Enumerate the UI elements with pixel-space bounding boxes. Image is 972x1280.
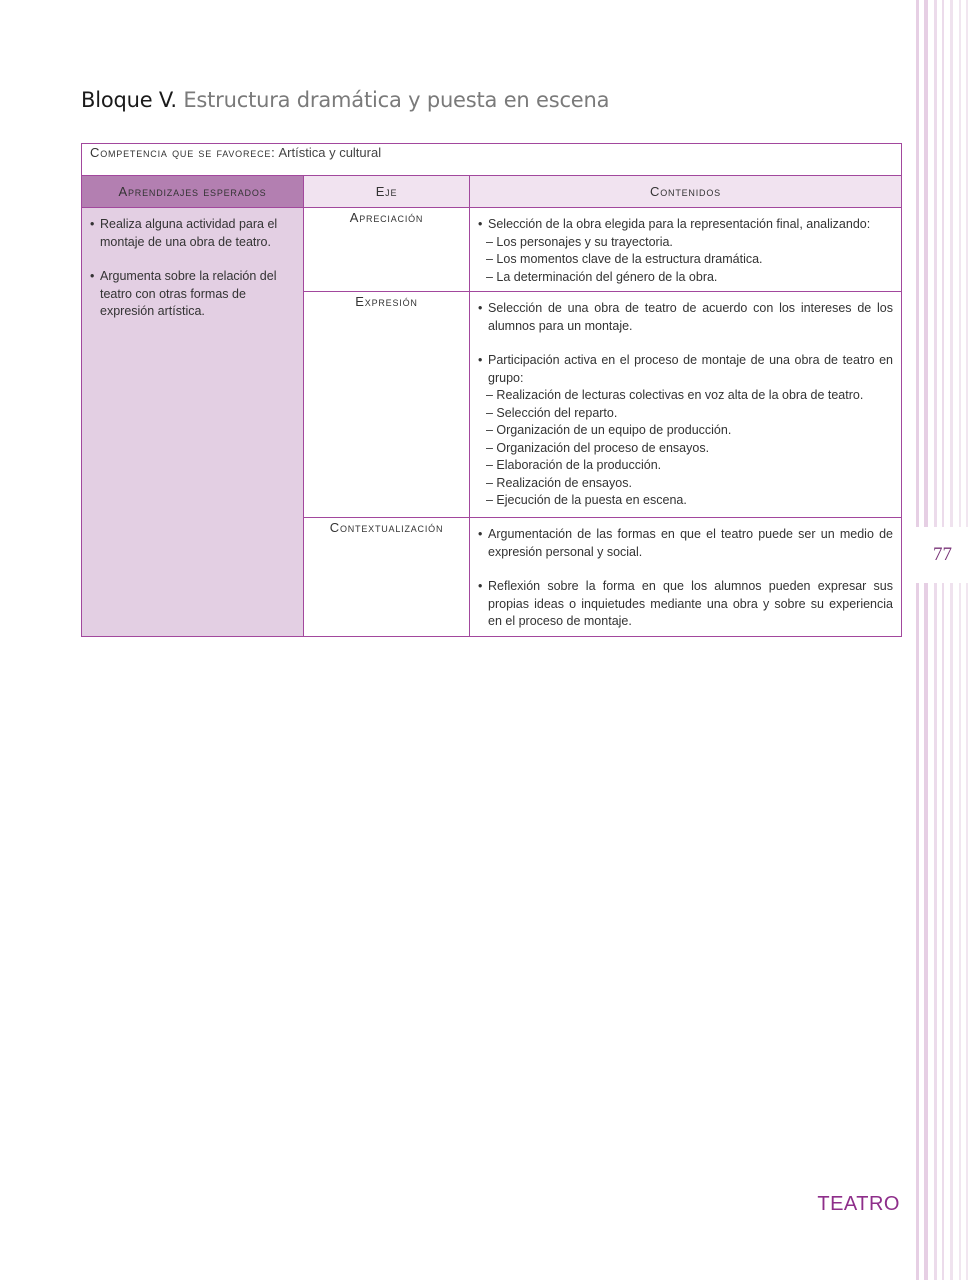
content-subitem: – Organización de un equipo de producción. bbox=[486, 423, 732, 437]
competencia-row bbox=[82, 144, 902, 176]
page-title bbox=[81, 88, 609, 112]
content-item: • Participación activa en el proceso de montaje de una obra de teatro en grupo: bbox=[478, 352, 893, 387]
competencia-label: Competencia que se favorece: bbox=[90, 145, 276, 160]
content-subitem: – Los momentos clave de la estructura dramática. bbox=[486, 252, 763, 266]
page-number: 77 bbox=[933, 544, 952, 565]
content-subitem: – Los personajes y su trayectoria. bbox=[486, 234, 673, 249]
content-subitem: – Elaboración de la producción. bbox=[486, 458, 662, 472]
curriculum-table bbox=[81, 143, 902, 637]
block-title: Estructura dramática y puesta en escena bbox=[183, 88, 610, 112]
header-contenidos: Contenidos bbox=[470, 176, 902, 208]
bullet-icon: • bbox=[478, 527, 483, 541]
content-item: • Argumentación de las formas en que el teatro puede ser un medio de expresión personal y social. bbox=[478, 526, 893, 561]
page-number-box bbox=[910, 527, 972, 583]
content-item: • Selección de una obra de teatro de acuerdo con los intereses de los alumnos para un montaje. bbox=[478, 300, 893, 335]
bullet-icon: • bbox=[478, 353, 483, 367]
stripe bbox=[942, 0, 944, 1280]
bullet-icon: • bbox=[478, 301, 483, 315]
stripe bbox=[959, 0, 961, 1280]
content-subitem: – Realización de lecturas colectivas en voz alta de la obra de teatro. bbox=[486, 388, 864, 402]
stripe bbox=[966, 0, 968, 1280]
content-item: • Reflexión sobre la forma en que los alumnos pueden expresar sus propias ideas o inquietudes mediante una obra y sobre su experiencia en el proceso de montaje. bbox=[478, 578, 893, 631]
footer-subject: TEATRO bbox=[817, 1193, 900, 1215]
bullet-icon: • bbox=[90, 217, 95, 231]
stripe bbox=[916, 0, 919, 1280]
contenidos-contextualizacion bbox=[470, 518, 902, 637]
block-label: Bloque V. bbox=[81, 88, 177, 112]
eje-expresion: Expresión bbox=[304, 292, 470, 518]
decorative-stripes bbox=[912, 0, 972, 1280]
content-subitem: – Selección del reparto. bbox=[486, 405, 618, 420]
aprendizajes-cell bbox=[82, 208, 304, 637]
content-item: • Selección de la obra elegida para la representación final, analizando: bbox=[478, 216, 893, 234]
eje-apreciacion: Apreciación bbox=[304, 208, 470, 292]
content-subitem: – Organización del proceso de ensayos. bbox=[486, 440, 710, 455]
content-subitem: – Realización de ensayos. bbox=[486, 475, 632, 490]
bullet-icon: • bbox=[478, 579, 483, 593]
stripe bbox=[924, 0, 928, 1280]
content-subitem: – La determinación del género de la obra. bbox=[486, 269, 718, 284]
stripe bbox=[950, 0, 953, 1280]
bullet-icon: • bbox=[478, 217, 483, 231]
aprendizaje-item: • Argumenta sobre la relación del teatro con otras formas de expresión artística. bbox=[90, 268, 293, 321]
header-eje: Eje bbox=[304, 176, 470, 208]
eje-contextualizacion: Contextualización bbox=[304, 518, 470, 637]
aprendizaje-item: • Realiza alguna actividad para el montaje de una obra de teatro. bbox=[90, 216, 293, 251]
bullet-icon: • bbox=[90, 269, 95, 283]
content-subitem: – Ejecución de la puesta en escena. bbox=[486, 493, 687, 507]
stripe bbox=[934, 0, 937, 1280]
contenidos-apreciacion bbox=[470, 208, 902, 292]
competencia-value: Artística y cultural bbox=[278, 145, 382, 160]
contenidos-expresion bbox=[470, 292, 902, 518]
header-aprendizajes: Aprendizajes esperados bbox=[82, 176, 304, 208]
